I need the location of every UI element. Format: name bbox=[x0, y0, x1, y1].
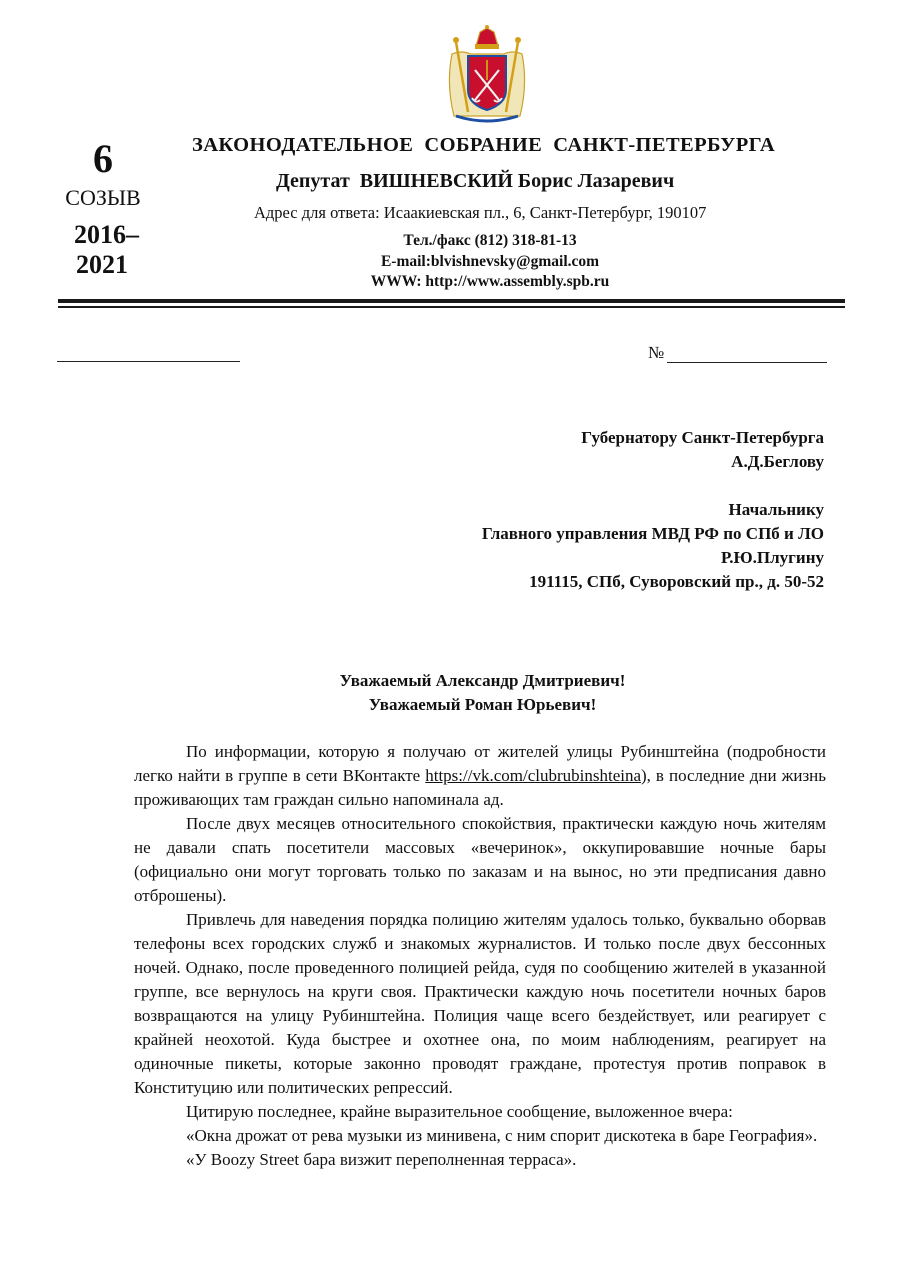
addressee-line: Р.Ю.Плугину bbox=[721, 548, 824, 567]
addressee-line: Главного управления МВД РФ по СПб и ЛО bbox=[481, 524, 824, 543]
convocation-years-end: 2021 bbox=[76, 250, 128, 279]
body-paragraph-text: ), в последние дни жизнь проживающих там граждан сильно напоминала ад. bbox=[134, 766, 827, 809]
body-paragraph: Цитирую последнее, крайне выразительное сообщение, выложенное вчера: bbox=[186, 1102, 733, 1121]
addressee-line: А.Д.Беглову bbox=[731, 452, 824, 471]
convocation-number: 6 bbox=[93, 136, 113, 181]
body-paragraph-text: По информации, которую я получаю от жителей улицы Рубинштейна (подробности легко найти в группе в сети ВКонтакте bbox=[134, 742, 826, 785]
greeting-line: Уважаемый Александр Дмитриевич! bbox=[339, 671, 626, 690]
body-paragraph bbox=[134, 740, 826, 812]
registration-number-label: № bbox=[648, 343, 665, 362]
convocation-years bbox=[52, 220, 162, 280]
body-paragraph: Привлечь для наведения порядка полицию жителям удалось только, буквально оборвав телефоны всех городских служб и знакомых журналистов. И только после двух бессонных ночей. Однако, после проведенного полицией рейда, судя по сообщению жителей в указанной группе, все вернулось на круги своя. Практически каждую ночь посетители ночных баров возвращаются на улицу Рубинштейна. Полиция чаще всего бездействует, или реагирует с крайней неохотой. Куда быстрее и охотнее она, по моим наблюдениям, реагирует на одиночные пикеты, которые законно проводят граждане, протестуя против поправок в Конституцию или политических репрессий. bbox=[134, 910, 826, 1097]
website-address: WWW: http://www.assembly.spb.ru bbox=[370, 273, 610, 290]
email-address: E-mail:blvishnevsky@gmail.com bbox=[380, 253, 600, 270]
reply-address: Адрес для ответа: Исаакиевская пл., 6, Санкт-Петербург, 190107 bbox=[254, 203, 707, 222]
organization-name: ЗАКОНОДАТЕЛЬНОЕ СОБРАНИЕ САНКТ-ПЕТЕРБУРГА bbox=[192, 134, 776, 156]
convocation-label: СОЗЫВ bbox=[65, 185, 141, 210]
body-paragraph: «Окна дрожат от рева музыки из минивена, с ним спорит дискотека в баре География». bbox=[186, 1126, 818, 1145]
body-paragraph: «У Boozy Street бара визжит переполненная терраса». bbox=[186, 1150, 577, 1169]
phone-fax: Тел./факс (812) 318-81-13 bbox=[403, 232, 577, 249]
vk-group-link[interactable]: https://vk.com/clubrubinshteina bbox=[425, 766, 642, 785]
letter-body bbox=[134, 740, 826, 1172]
header-rule-thin bbox=[58, 306, 845, 308]
greeting-line: Уважаемый Роман Юрьевич! bbox=[368, 695, 597, 714]
deputy-name: Депутат ВИШНЕВСКИЙ Борис Лазаревич bbox=[276, 170, 675, 192]
addressee-line: Начальнику bbox=[728, 500, 824, 519]
body-paragraph: После двух месяцев относительного спокойствия, практически каждую ночь жителям не давали спать посетители массовых «вечеринок», оккупировавшие ночные бары (официально они могут торговать только по заказам и на вынос, но эти предписания давно отброшены). bbox=[134, 814, 826, 905]
convocation-years-start: 2016– bbox=[74, 220, 139, 249]
coat-of-arms-emblem bbox=[442, 24, 532, 128]
addressee-line: 191115, СПб, Суворовский пр., д. 50-52 bbox=[529, 572, 824, 591]
registration-number-line bbox=[667, 362, 827, 363]
registration-date-line bbox=[57, 361, 240, 362]
addressee-line: Губернатору Санкт-Петербурга bbox=[581, 428, 824, 447]
header-rule-thick bbox=[58, 299, 845, 303]
